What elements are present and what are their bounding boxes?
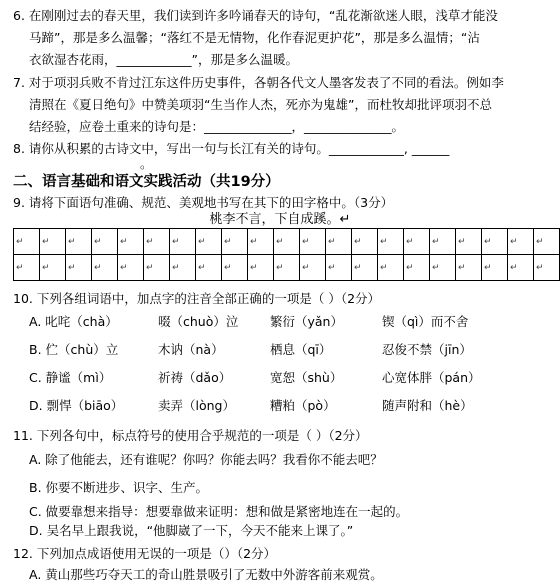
question-8-line-1: 8. 请你从积累的古诗文中，写出一句与长江有关的诗句。____________, ______	[13, 141, 450, 156]
cell-return-mark: ↵	[406, 262, 414, 273]
grid-cell[interactable]	[378, 255, 404, 281]
question-7-line-2: 清照在《夏日绝句》中赞美项羽“生当作人杰，死亦为鬼雄”，而杜牧却批评项羽不总	[29, 97, 492, 112]
cell-return-mark: ↵	[328, 236, 336, 247]
grid-cell[interactable]	[508, 229, 534, 255]
grid-cell[interactable]	[300, 229, 326, 255]
cell-return-mark: ↵	[16, 236, 24, 247]
question-6-line-3: 衣欲湿杏花雨，____________”，那是多么温暖。	[29, 52, 298, 67]
grid-cell[interactable]	[456, 255, 482, 281]
grid-cell[interactable]	[404, 255, 430, 281]
grid-cell[interactable]	[248, 229, 274, 255]
grid-cell[interactable]	[222, 229, 248, 255]
grid-cell[interactable]	[118, 255, 144, 281]
cell-return-mark: ↵	[458, 262, 466, 273]
section-heading: 二、语言基础和语文实践活动（共19分）	[13, 174, 280, 190]
option-c-word-2: 祈祷（dǎo）	[158, 370, 232, 385]
question-6-line-2: 马蹄”，那是多么温馨；“落红不是无情物，化作春泥更护花”，那是多么温情；“沾	[29, 30, 480, 45]
question-12-text: 12. 下列加点成语使用无误的一项是（）（2分）	[13, 546, 277, 561]
grid-cell[interactable]	[92, 229, 118, 255]
option-c-word-4: 心宽体胖（pán）	[382, 370, 481, 385]
grid-cell[interactable]	[66, 229, 92, 255]
cell-return-mark: ↵	[198, 262, 206, 273]
grid-cell[interactable]	[118, 229, 144, 255]
cell-return-mark: ↵	[250, 236, 258, 247]
cell-return-mark: ↵	[146, 262, 154, 273]
grid-cell[interactable]	[14, 255, 40, 281]
cell-return-mark: ↵	[172, 262, 180, 273]
question-8-line-2: 。	[140, 156, 153, 171]
question-11-option-d: D. 吴名早上跟我说，“他脚崴了一下，今天不能来上课了。”	[29, 523, 354, 538]
option-d-word-1: D. 剽悍（biāo）	[29, 398, 124, 413]
grid-cell[interactable]	[170, 229, 196, 255]
grid-cell[interactable]	[300, 255, 326, 281]
grid-cell[interactable]	[144, 255, 170, 281]
grid-cell[interactable]	[482, 255, 508, 281]
grid-cell[interactable]	[430, 255, 456, 281]
cell-return-mark: ↵	[484, 236, 492, 247]
cell-return-mark: ↵	[224, 262, 232, 273]
cell-return-mark: ↵	[458, 236, 466, 247]
grid-cell[interactable]	[14, 229, 40, 255]
cell-return-mark: ↵	[354, 262, 362, 273]
grid-cell[interactable]	[196, 255, 222, 281]
question-6-line-1: 6. 在刚刚过去的春天里，我们读到许多吟诵春天的诗句，“乱花渐欲迷人眼，浅草才能没	[13, 8, 498, 23]
option-d-word-3: 糟粕（pò）	[270, 398, 336, 413]
grid-cell[interactable]	[352, 229, 378, 255]
question-11-text: 11. 下列各句中，标点符号的使用合乎规范的一项是（ ）（2分）	[13, 428, 368, 443]
grid-row	[14, 229, 560, 255]
question-7-line-3: 结经验，应卷土重来的诗句是：______________，______________。	[29, 119, 405, 134]
question-11-option-a: A. 除了他能去，还有谁呢？你吗？你能去吗？我看你不能去吧？	[29, 452, 383, 467]
cell-return-mark: ↵	[406, 236, 414, 247]
grid-cell[interactable]	[482, 229, 508, 255]
option-d-word-2: 卖弄（lòng）	[158, 398, 235, 413]
cell-return-mark: ↵	[146, 236, 154, 247]
cell-return-mark: ↵	[42, 236, 50, 247]
grid-cell[interactable]	[222, 255, 248, 281]
grid-row	[14, 255, 560, 281]
option-a-word-1: A. 叱咤（chà）	[29, 314, 118, 329]
grid-cell[interactable]	[456, 229, 482, 255]
cell-return-mark: ↵	[42, 262, 50, 273]
question-7-line-1: 7. 对于项羽兵败不肯过江东这件历史事件，各朝各代文人墨客发表了不同的看法。例如李	[13, 75, 504, 90]
cell-return-mark: ↵	[250, 262, 258, 273]
cell-return-mark: ↵	[120, 262, 128, 273]
question-12-option-a: A. 黄山那些巧夺天工的奇山胜景吸引了无数中外游客前来观赏。	[29, 567, 383, 582]
cell-return-mark: ↵	[536, 236, 544, 247]
option-b-word-4: 忍俊不禁（jīn）	[382, 342, 472, 357]
cell-return-mark: ↵	[380, 262, 388, 273]
option-a-word-4: 锲（qì）而不舍	[382, 314, 469, 329]
cell-return-mark: ↵	[276, 262, 284, 273]
option-b-word-1: B. 伫（chù）立	[29, 342, 119, 357]
grid-cell[interactable]	[404, 229, 430, 255]
question-11-option-b: B. 你要不断进步、识字、生产。	[29, 480, 209, 495]
grid-cell[interactable]	[40, 255, 66, 281]
grid-cell[interactable]	[248, 255, 274, 281]
question-9-sentence: 桃李不言，下自成蹊。↵	[209, 212, 351, 227]
grid-cell[interactable]	[274, 229, 300, 255]
cell-return-mark: ↵	[380, 236, 388, 247]
cell-return-mark: ↵	[276, 236, 284, 247]
writing-grid	[13, 228, 560, 281]
cell-return-mark: ↵	[94, 262, 102, 273]
cell-return-mark: ↵	[510, 262, 518, 273]
cell-return-mark: ↵	[302, 262, 310, 273]
grid-cell[interactable]	[430, 229, 456, 255]
option-b-word-2: 木讷（nà）	[158, 342, 224, 357]
cell-return-mark: ↵	[328, 262, 336, 273]
cell-return-mark: ↵	[510, 236, 518, 247]
cell-return-mark: ↵	[172, 236, 180, 247]
cell-return-mark: ↵	[484, 262, 492, 273]
option-a-word-2: 啜（chuò）泣	[158, 314, 239, 329]
cell-return-mark: ↵	[354, 236, 362, 247]
grid-cell[interactable]	[534, 255, 560, 281]
grid-cell[interactable]	[274, 255, 300, 281]
grid-cell[interactable]	[352, 255, 378, 281]
grid-cell[interactable]	[170, 255, 196, 281]
option-c-word-1: C. 静谧（mì）	[29, 370, 112, 385]
grid-cell[interactable]	[144, 229, 170, 255]
grid-cell[interactable]	[534, 229, 560, 255]
cell-return-mark: ↵	[120, 236, 128, 247]
cell-return-mark: ↵	[224, 236, 232, 247]
cell-return-mark: ↵	[432, 236, 440, 247]
grid-cell[interactable]	[40, 229, 66, 255]
question-11-option-c: C. 做要靠想来指导：想要靠做来证明：想和做是紧密地连在一起的。	[29, 504, 409, 519]
option-d-word-4: 随声附和（hè）	[382, 398, 473, 413]
option-c-word-3: 宽恕（shù）	[270, 370, 343, 385]
cell-return-mark: ↵	[536, 262, 544, 273]
grid-cell[interactable]	[378, 229, 404, 255]
cell-return-mark: ↵	[68, 262, 76, 273]
cell-return-mark: ↵	[16, 262, 24, 273]
option-a-word-3: 繁衍（yǎn）	[270, 314, 343, 329]
grid-cell[interactable]	[196, 229, 222, 255]
cell-return-mark: ↵	[68, 236, 76, 247]
grid-cell[interactable]	[508, 255, 534, 281]
grid-cell[interactable]	[326, 229, 352, 255]
option-b-word-3: 栖息（qī）	[270, 342, 332, 357]
cell-return-mark: ↵	[94, 236, 102, 247]
question-10-text: 10. 下列各组词语中，加点字的注音全部正确的一项是（ ）（2分）	[13, 291, 381, 306]
cell-return-mark: ↵	[198, 236, 206, 247]
grid-cell[interactable]	[66, 255, 92, 281]
cell-return-mark: ↵	[432, 262, 440, 273]
cell-return-mark: ↵	[302, 236, 310, 247]
question-9-text: 9. 请将下面语句准确、规范、美观地书写在其下的田字格中。（3分）	[13, 195, 394, 210]
grid-cell[interactable]	[326, 255, 352, 281]
grid-cell[interactable]	[92, 255, 118, 281]
